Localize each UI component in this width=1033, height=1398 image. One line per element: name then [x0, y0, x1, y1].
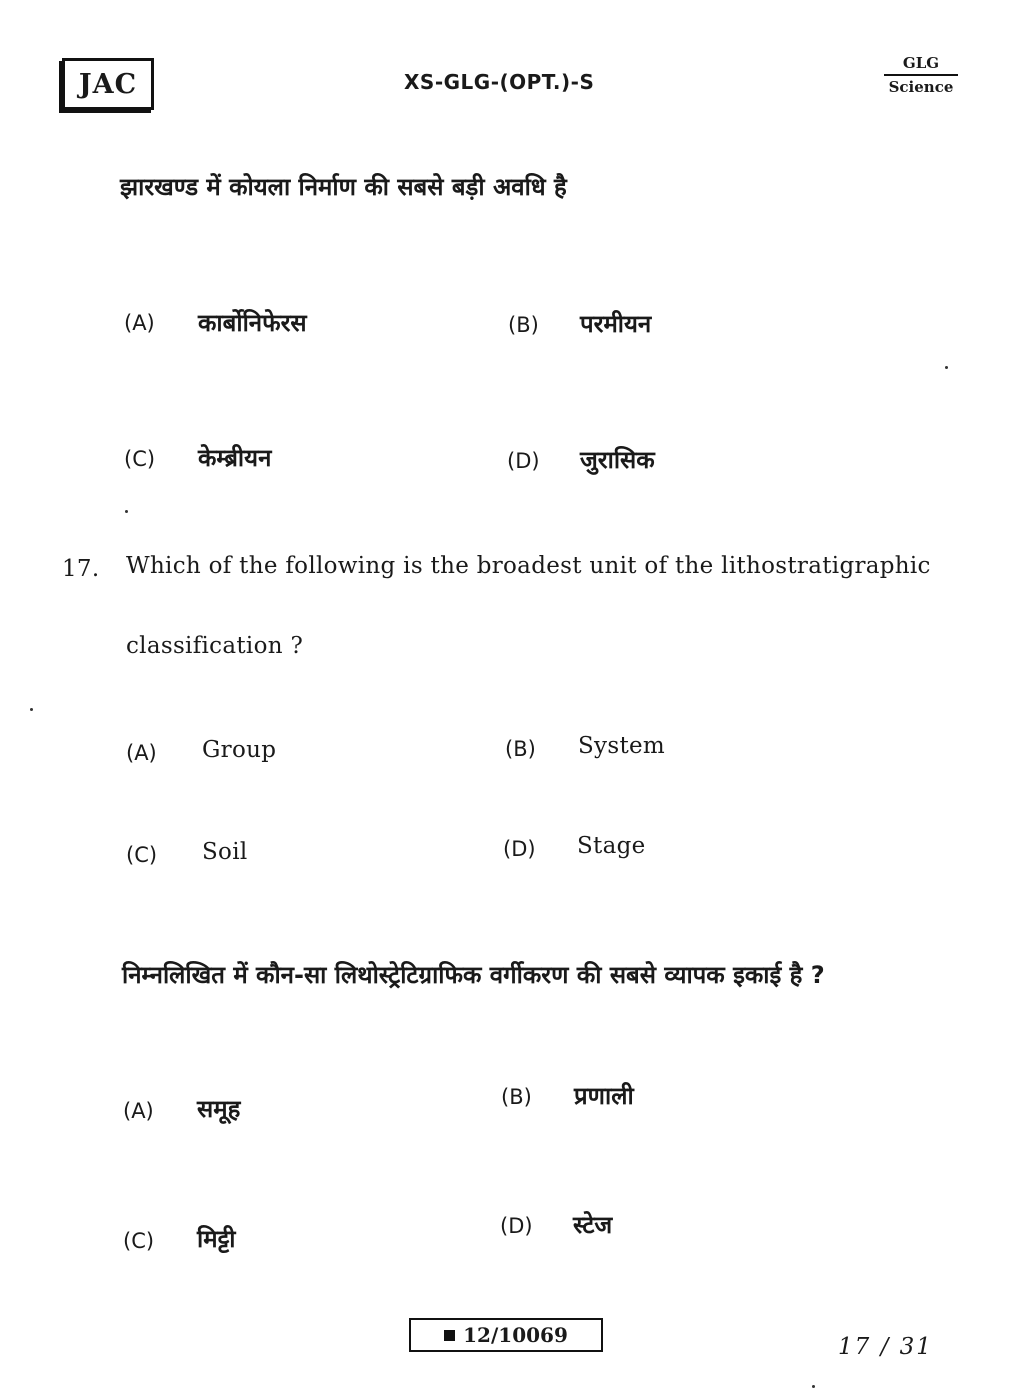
subject-code: GLG	[884, 54, 958, 76]
q16-option-a-text: कार्बोनिफेरस	[198, 309, 307, 337]
board-logo-text: JAC	[78, 68, 138, 100]
booklet-code-box	[409, 1318, 603, 1352]
q17-number: 17.	[62, 556, 100, 582]
scan-speck	[812, 1385, 815, 1388]
q17-option-b-letter: (B)	[505, 737, 536, 761]
q16-option-a-letter: (A)	[124, 311, 155, 335]
board-logo	[62, 58, 154, 110]
q17-option-c-text: Soil	[202, 839, 248, 865]
q17-hindi-option-c-text: मिट्टी	[197, 1225, 236, 1253]
q17-hindi-option-a-text: समूह	[197, 1095, 241, 1123]
q17-option-a-text: Group	[202, 737, 277, 763]
q17-hindi-option-a-letter: (A)	[123, 1099, 154, 1123]
q16-option-c-letter: (C)	[124, 447, 156, 471]
q17-option-d-letter: (D)	[503, 837, 536, 861]
q17-hindi-option-d-letter: (D)	[500, 1214, 533, 1238]
page-number: 17 / 31	[838, 1334, 933, 1360]
q16-option-d-text: जुरासिक	[580, 446, 655, 474]
subject-name: Science	[888, 78, 954, 96]
scan-speck	[30, 708, 33, 711]
booklet-code: 12/10069	[463, 1323, 568, 1347]
q17-hindi-option-c-letter: (C)	[123, 1229, 155, 1253]
q17-option-b-text: System	[578, 733, 666, 759]
q16-option-b-text: परमीयन	[580, 310, 652, 338]
q16-option-c-text: केम्ब्रीयन	[198, 444, 272, 472]
q17-hindi-option-b-letter: (B)	[501, 1085, 532, 1109]
q17-option-c-letter: (C)	[126, 843, 158, 867]
q17-option-a-letter: (A)	[126, 741, 157, 765]
q16-hindi-question: झारखण्ड में कोयला निर्माण की सबसे बड़ी अवधि है	[120, 173, 567, 201]
scan-speck	[125, 510, 128, 513]
q17-question-line1: Which of the following is the broadest unit of the lithostratigraphic	[126, 553, 931, 579]
paper-code: XS-GLG-(OPT.)-S	[404, 70, 595, 94]
subject-label	[878, 54, 964, 96]
q17-question-line2: classification ?	[126, 633, 304, 659]
square-bullet-icon	[444, 1330, 455, 1341]
scan-speck	[945, 366, 948, 369]
q17-hindi-option-d-text: स्टेज	[573, 1211, 613, 1239]
q17-hindi-option-b-text: प्रणाली	[574, 1082, 634, 1110]
q16-option-d-letter: (D)	[507, 449, 540, 473]
q17-hindi-question: निम्नलिखित में कौन-सा लिथोस्ट्रेटिग्राफिक वर्गीकरण की सबसे व्यापक इकाई है ?	[122, 961, 825, 989]
q17-option-d-text: Stage	[577, 833, 646, 859]
q16-option-b-letter: (B)	[508, 313, 539, 337]
